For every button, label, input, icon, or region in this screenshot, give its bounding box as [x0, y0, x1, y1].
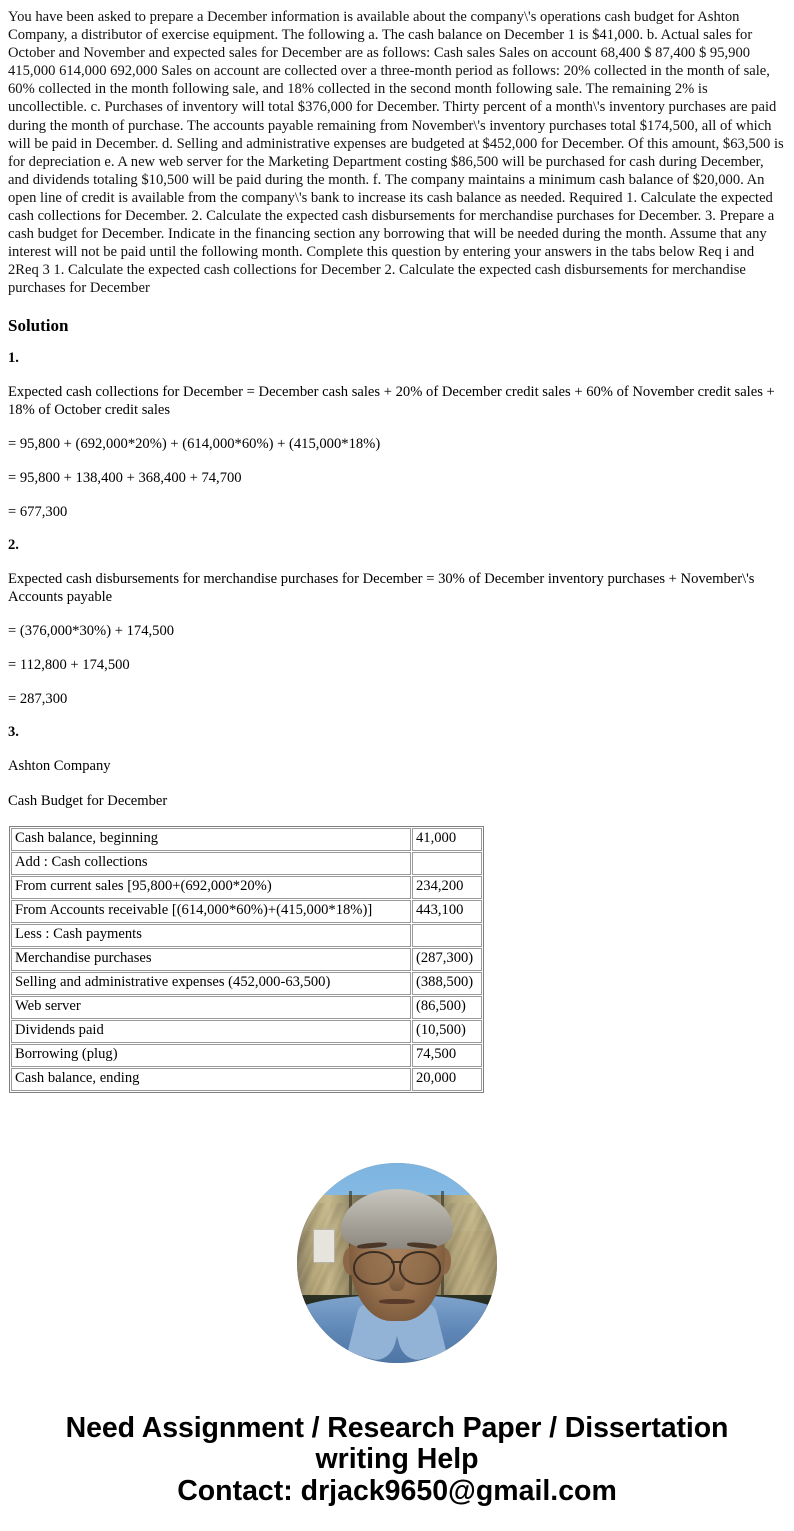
step-2-statement: Expected cash disbursements for merchandise purchases for December = 30% of December inventory purchases + November\'s Accounts payable: [8, 570, 755, 606]
table-cell-label: Borrowing (plug): [11, 1044, 411, 1067]
table-cell-value: 41,000: [412, 828, 482, 851]
cash-budget-table-body: [11, 828, 482, 1091]
cash-budget-title: Cash Budget for December: [8, 792, 168, 809]
step-2-line-2: = 112,800 + 174,500: [8, 657, 130, 674]
photo-mouth: [379, 1299, 415, 1304]
table-row: [11, 828, 482, 851]
table-row: [11, 972, 482, 995]
table-cell-label: Add : Cash collections: [11, 852, 411, 875]
photo-light-switch: [313, 1229, 335, 1263]
step-1-statement: Expected cash collections for December = December cash sales + 20% of December credit sales + 60% of November credit sales + 18% of October credit sales: [8, 383, 775, 418]
table-cell-label: Dividends paid: [11, 1020, 411, 1043]
footer-line-1: Need Assignment / Research Paper / Dissertation: [65, 1411, 729, 1444]
table-row: [11, 852, 482, 875]
company-name: Ashton Company: [8, 758, 111, 775]
table-cell-value: 234,200: [412, 876, 482, 899]
question-paragraph: You have been asked to prepare a December information is available about the company\'s operations cash budget for Ashton Company, a distributor of exercise equipment. The following a. The cash balance on December 1 is $41,000. b. Actual sales for October and November and expected sales for December are as follows: Cash sales Sales on account 68,400 $ 87,400 $ 95,900 415,000 614,000 692,000 Sales on account are collected over a three-month period as follows: 20% collected in the month of sale, 60% collected in the month following sale, and 18% collected in the second month following sale. The remaining 2% is uncollectible. c. Purchases of inventory will total $376,000 for December. Thirty percent of a month\'s inventory purchases are paid during the month of purchase. The accounts payable remaining from November\'s inventory purchases total $174,500, all of which will be paid in December. d. Selling and administrative expenses are budgeted at $452,000 for December. Of this amount, $63,500 is for depreciation e. A new web server for the Marketing Department costing $86,500 will be purchased for cash during December, and dividends totaling $10,500 will be paid during the month. f. The company maintains a minimum cash balance of $20,000. An open line of credit is available from the company\'s bank to increase its cash balance as needed. Required 1. Calculate the expected cash collections for December. 2. Calculate the expected cash disbursements for merchandise purchases for December. 3. Prepare a cash budget for December. Indicate in the financing section any borrowing that will be needed during the month. Assume that any interest will not be paid until the following month. Complete this question by entering your answers in the tabs below Req i and 2Req 3 1. Calculate the expected cash collections for December 2. Calculate the expected cash disbursements for merchandise purchases for December: [8, 9, 784, 297]
avatar: [297, 1163, 497, 1363]
solution-heading: Solution: [8, 315, 69, 335]
table-cell-label: Web server: [11, 996, 411, 1019]
step-1-line-2: = 95,800 + 138,400 + 368,400 + 74,700: [8, 469, 242, 486]
table-cell-value: 74,500: [412, 1044, 482, 1067]
table-cell-label: Cash balance, ending: [11, 1068, 411, 1091]
table-row: [11, 948, 482, 971]
table-cell-label: Merchandise purchases: [11, 948, 411, 971]
photo-nose: [389, 1267, 405, 1291]
table-row: [11, 996, 482, 1019]
table-cell-value: (287,300): [412, 948, 482, 971]
table-row: [11, 1044, 482, 1067]
table-cell-value: (86,500): [412, 996, 482, 1019]
step-3-number: 3.: [8, 724, 19, 741]
table-row: [11, 900, 482, 923]
table-cell-label: Cash balance, beginning: [11, 828, 411, 851]
table-cell-value: (388,500): [412, 972, 482, 995]
photo-eyeglass-lens-right: [399, 1251, 441, 1285]
table-row: [11, 876, 482, 899]
table-row: [11, 1068, 482, 1091]
step-1-number: 1.: [8, 349, 19, 366]
footer: [8, 1413, 786, 1531]
step-1-result: = 677,300: [8, 503, 68, 520]
table-cell-value: [412, 852, 482, 875]
table-row: [11, 1020, 482, 1043]
table-row: [11, 924, 482, 947]
footer-contact: Contact: drjack9650@gmail.com: [177, 1474, 617, 1507]
cash-budget-table: [9, 826, 484, 1093]
step-1-line-1: = 95,800 + (692,000*20%) + (614,000*60%) + (415,000*18%): [8, 435, 381, 452]
step-2-line-1: = (376,000*30%) + 174,500: [8, 623, 175, 640]
table-cell-value: [412, 924, 482, 947]
footer-line-2: writing Help: [315, 1442, 479, 1475]
table-cell-value: 443,100: [412, 900, 482, 923]
step-2-number: 2.: [8, 536, 19, 553]
table-cell-label: Less : Cash payments: [11, 924, 411, 947]
table-cell-label: From current sales [95,800+(692,000*20%): [11, 876, 411, 899]
avatar-container: [8, 1163, 786, 1363]
table-cell-label: From Accounts receivable [(614,000*60%)+(415,000*18%)]: [11, 900, 411, 923]
table-cell-value: (10,500): [412, 1020, 482, 1043]
table-cell-label: Selling and administrative expenses (452,000-63,500): [11, 972, 411, 995]
table-cell-value: 20,000: [412, 1068, 482, 1091]
step-2-result: = 287,300: [8, 691, 68, 708]
photo-eyeglass-bridge: [391, 1261, 403, 1263]
